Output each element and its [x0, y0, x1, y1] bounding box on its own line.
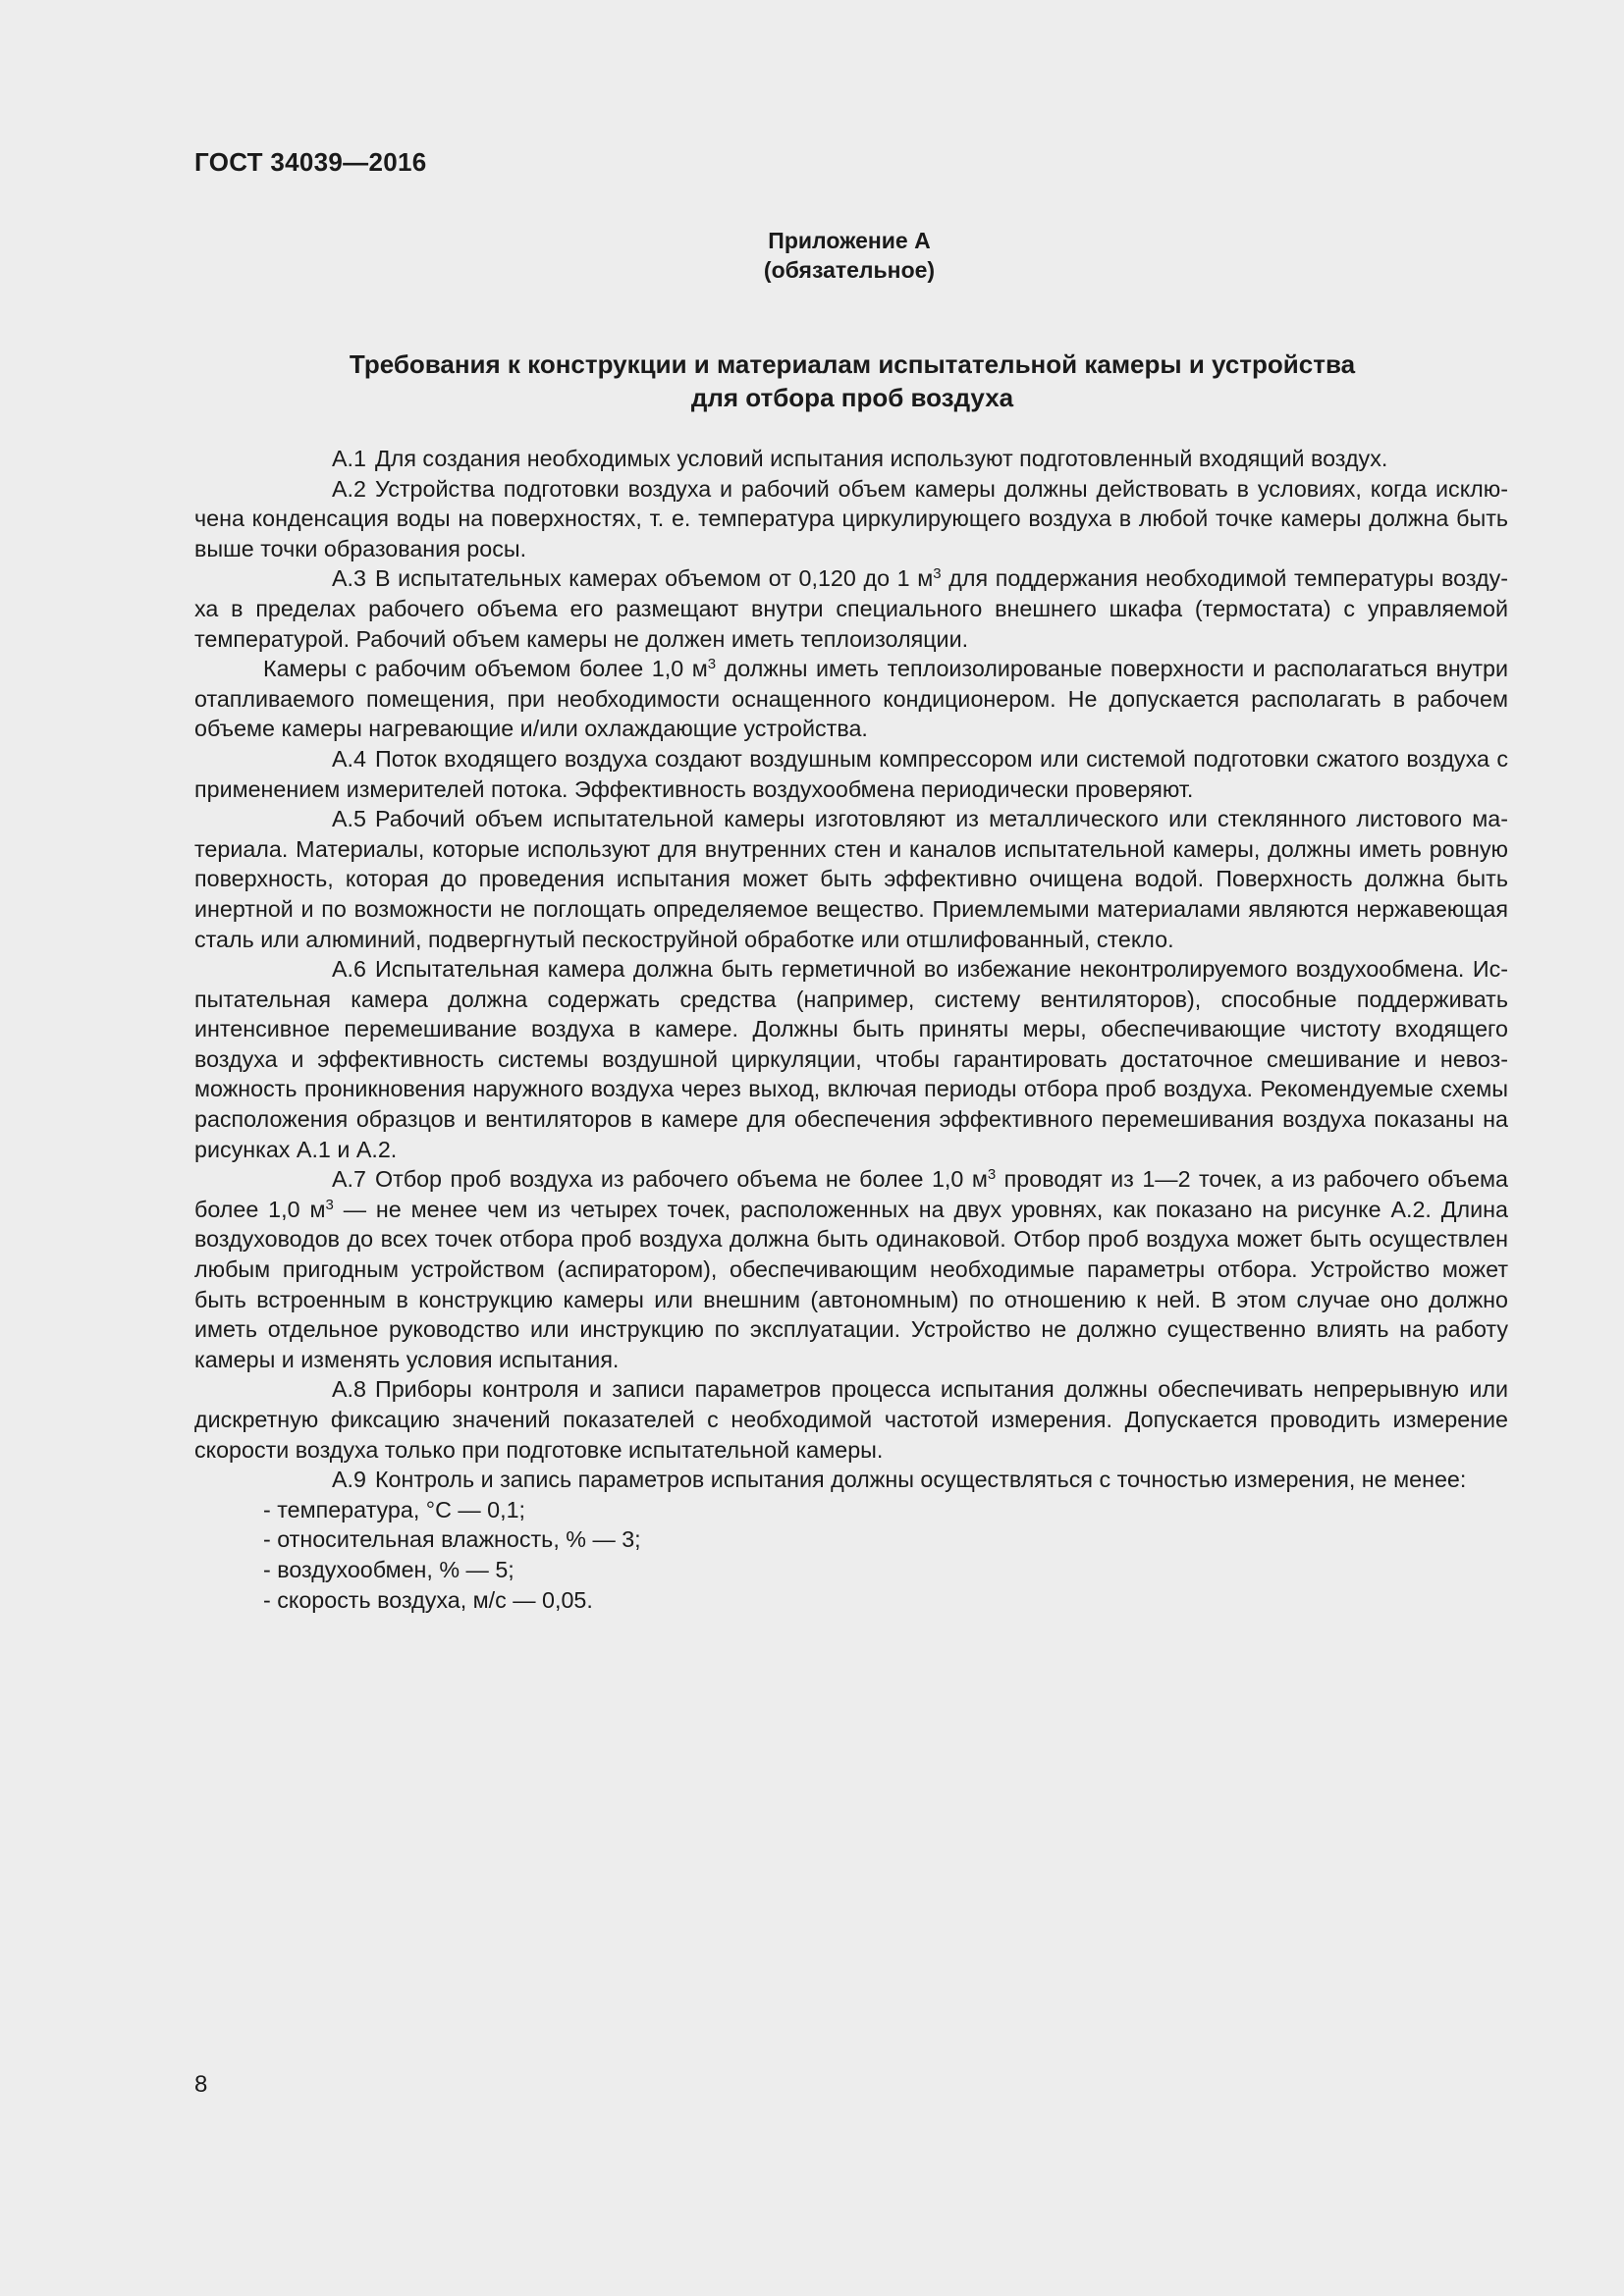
paragraph-number: А.3 — [332, 565, 366, 592]
paragraph-text: — не менее чем из четырех точек, расположенных на двух уровнях, как показано на рисунке А.2. Длина воздуховодов до всех точек отбора проб воздуха должна быть одинаковой. Отбор проб воздуха может быть осуществлен любым пригодным устройством (аспиратором), обеспечивающим необходимые параметры отбора. Устройство может быть встроенным в конструкцию камеры или внешним (автономным) по отношению к ней. В этом случае оно должно иметь отдельное руководство или инструкцию по эксплуатации. Устройство не должно существенно влиять на работу камеры и изменять условия испытания. — [194, 1196, 1508, 1372]
list-item: - относительная влажность, % — 3; — [263, 1526, 641, 1553]
paragraph-text: Для создания необходимых условий испытания используют подготовленный входящий воздух. — [374, 446, 1388, 471]
superscript: 3 — [933, 565, 942, 583]
superscript: 3 — [325, 1196, 334, 1213]
paragraph-number: А.9 — [332, 1467, 366, 1493]
paragraph-number: А.2 — [332, 475, 366, 502]
paragraph-text: Поток входящего воздуха создают воздушным компрессором или системой подготовки сжатого воздуха с применением измерителей потока. Эффективность воздухообмена периодически проверяют. — [194, 745, 1508, 802]
appendix-label: Приложение А — [768, 228, 931, 253]
paragraph-number: А.5 — [332, 806, 366, 832]
paragraph-text: Устройства подготовки воздуха и рабочий объем камеры должны действовать в условиях, когда исключена конденсация воды на поверхностях, т. е. температура циркулирующего воздуха в любой точке камеры должна быть выше точки образования росы. — [194, 475, 1508, 561]
list-item: - скорость воздуха, м/с — 0,05. — [263, 1586, 593, 1613]
paragraph-a8 — [194, 1374, 1508, 1465]
paragraph-text: Испытательная камера должна быть герметичной во избежание неконтролируемого воздухообмена. Испытательная камера должна содержать средства (например, систему вентиляторов), способные поддерживать интенсивное перемешивание воздуха в камере. Должны быть приняты меры, обеспечивающие чистоту входящего воздуха и эффективность системы воздушной циркуляции, чтобы гарантировать достаточное смешивание и невозможность проникновения наружного воздуха через выход, включая периоды отбора проб воздуха. Рекомендуемые схемы расположения образцов и вентиляторов в камере для обеспечения эффективного перемешивания воздуха показаны на рисунках А.1 и А.2. — [194, 956, 1508, 1162]
paragraph-number: А.1 — [332, 446, 366, 471]
list-item: - воздухообмен, % — 5; — [263, 1556, 514, 1582]
superscript: 3 — [707, 655, 717, 672]
page-number: 8 — [194, 2071, 208, 2098]
paragraph-text: должны иметь теплоизолированые поверхности и располагаться внутри отапливаемого помещения, при необходимости оснащенного кондиционером. Не допускается располагать в рабочем объеме камеры нагревающие и/или охлаждающие устройства. — [194, 656, 1508, 742]
appendix-heading — [0, 226, 1624, 285]
paragraph-text: Камеры с рабочим объемом более 1,0 м — [263, 656, 708, 682]
paragraph-a5 — [194, 804, 1508, 954]
paragraph-a7 — [194, 1164, 1508, 1374]
appendix-status: (обязательное) — [763, 257, 936, 283]
paragraph-text: проводят из 1—2 точек, а из рабочего объема более 1,0 м — [194, 1166, 1508, 1222]
paragraph-text: Отбор проб воздуха из рабочего объема не более 1,0 м — [374, 1166, 988, 1193]
paragraph-number: А.4 — [332, 745, 366, 772]
paragraph-a2 — [194, 474, 1508, 564]
paragraph-text: Контроль и запись параметров испытания должны осуществляться с точностью измерения, не менее: — [374, 1467, 1467, 1493]
list-item: - температура, °C — 0,1; — [263, 1496, 526, 1522]
paragraph-text: Приборы контроля и записи параметров процесса испытания должны обеспечивать непрерывную или дискретную фиксацию значений показателей с необходимой частотой измерения. Допускается проводить измерение скорости воздуха только при подготовке испытательной камеры. — [194, 1376, 1508, 1463]
paragraph-a1 — [194, 444, 1508, 474]
document-code: ГОСТ 34039—2016 — [194, 147, 427, 177]
paragraph-a3-cont — [194, 654, 1508, 744]
paragraph-a3 — [194, 563, 1508, 654]
superscript: 3 — [987, 1166, 997, 1183]
paragraph-a6 — [194, 954, 1508, 1164]
paragraph-number: А.6 — [332, 956, 366, 983]
paragraph-text: для поддержания необходимой температуры воздуха в пределах рабочего объема его размещают внутри специального внешнего шкафа (термостата) с управляемой температурой. Рабочий объем камеры не должен иметь теплоизоляции. — [194, 565, 1508, 652]
section-title-line-2: для отбора проб воздуха — [690, 383, 1014, 412]
section-title-line-1: Требования к конструкции и материалам испытательной камеры и устройства — [349, 349, 1356, 379]
paragraph-number: А.8 — [332, 1376, 366, 1403]
document-body — [194, 444, 1508, 1615]
paragraph-text: Рабочий объем испытательной камеры изготовляют из металлического или стеклянного листового материала. Материалы, которые используют для внутренних стен и каналов испытательной камеры, должны иметь ровную поверхность, которая до проведения испытания может быть эффективно очищена водой. Поверхность должна быть инертной и по возможности не поглощать определяемое вещество. Приемлемыми материалами являются нержавеющая сталь или алюминий, подвергнутый пескоструйной обработке или отшлифованный, стекло. — [194, 806, 1508, 952]
paragraph-a4 — [194, 744, 1508, 804]
section-title — [194, 347, 1510, 414]
paragraph-number: А.7 — [332, 1166, 366, 1193]
paragraph-text: В испытательных камерах объемом от 0,120 до 1 м — [374, 565, 934, 592]
paragraph-a9 — [194, 1465, 1508, 1495]
